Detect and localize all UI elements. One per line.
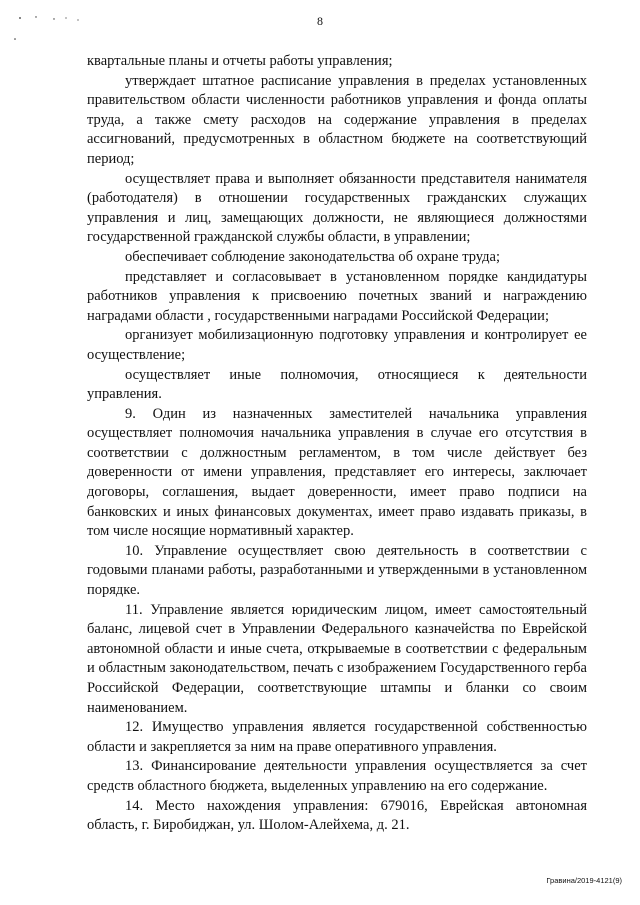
footer-code: Гравина/2019-4121(9) bbox=[546, 876, 622, 885]
paragraph: утверждает штатное расписание управления в пределах установленных правительством области численности работников управления и фонда оплаты труда, а также смету расходов на содержание управления в пределах ассигнований, предусмотренных в областном бюджете на соответствующий период; bbox=[87, 72, 587, 167]
paragraph: 13. Финансирование деятельности управления осуществляется за счет средств областного бюджета, выделенных управлению на его содержание. bbox=[87, 758, 587, 794]
paragraph: 12. Имущество управления является государственной собственностью области и закрепляется за ним на праве оперативного управления. bbox=[87, 719, 587, 755]
paragraph: 10. Управление осуществляет свою деятельность в соответствии с годовыми планами работы, разработанными и утвержденными в установленном порядке. bbox=[87, 542, 587, 599]
paragraph: обеспечивает соблюдение законодательства об охране труда; bbox=[125, 248, 500, 265]
paragraph: 14. Место нахождения управления: 679016, Еврейская автономная область, г. Биробиджан, ул. Шолом-Алейхема, д. 21. bbox=[87, 797, 587, 834]
paragraph: 11. Управление является юридическим лицом, имеет самостоятельный баланс, лицевой счет в Управлении Федерального казначейства по Еврейской автономной области и иные счета, открываемые в соответствии с федеральным и областным законодательством, печать с изображением Государственного герба Российской Федерации, соответствующие штампы и бланки со своим наименованием. bbox=[87, 601, 587, 716]
page-number: 8 bbox=[317, 14, 323, 28]
document-body bbox=[87, 52, 587, 836]
paragraph: организует мобилизационную подготовку управления и контролирует ее осуществление; bbox=[87, 327, 587, 363]
paragraph: квартальные планы и отчеты работы управления; bbox=[87, 53, 393, 69]
paragraph: осуществляет иные полномочия, относящиеся к деятельности управления. bbox=[87, 366, 587, 403]
paragraph: представляет и согласовывает в установленном порядке кандидатуры работников управления к присвоению почетных званий и награждению наградами области , государственными наградами Российской Федерации; bbox=[87, 268, 587, 324]
paragraph: 9. Один из назначенных заместителей начальника управления осуществляет полномочия начальника управления в случае его отсутствия в соответствии с должностным регламентом, в том числе действует без доверенности от имени управления, представляет его интересы, заключает договоры, соглашения, выдает доверенности, имеет право подписи на банковских и иных финансовых документах, имеет право издавать приказы, в том числе носящие нормативный характер. bbox=[87, 405, 587, 540]
paragraph: осуществляет права и выполняет обязанности представителя нанимателя (работодателя) в отношении государственных гражданских служащих управления и лиц, замещающих должности, не являющиеся должностями государственной гражданской службы области, в управлении; bbox=[87, 170, 587, 246]
